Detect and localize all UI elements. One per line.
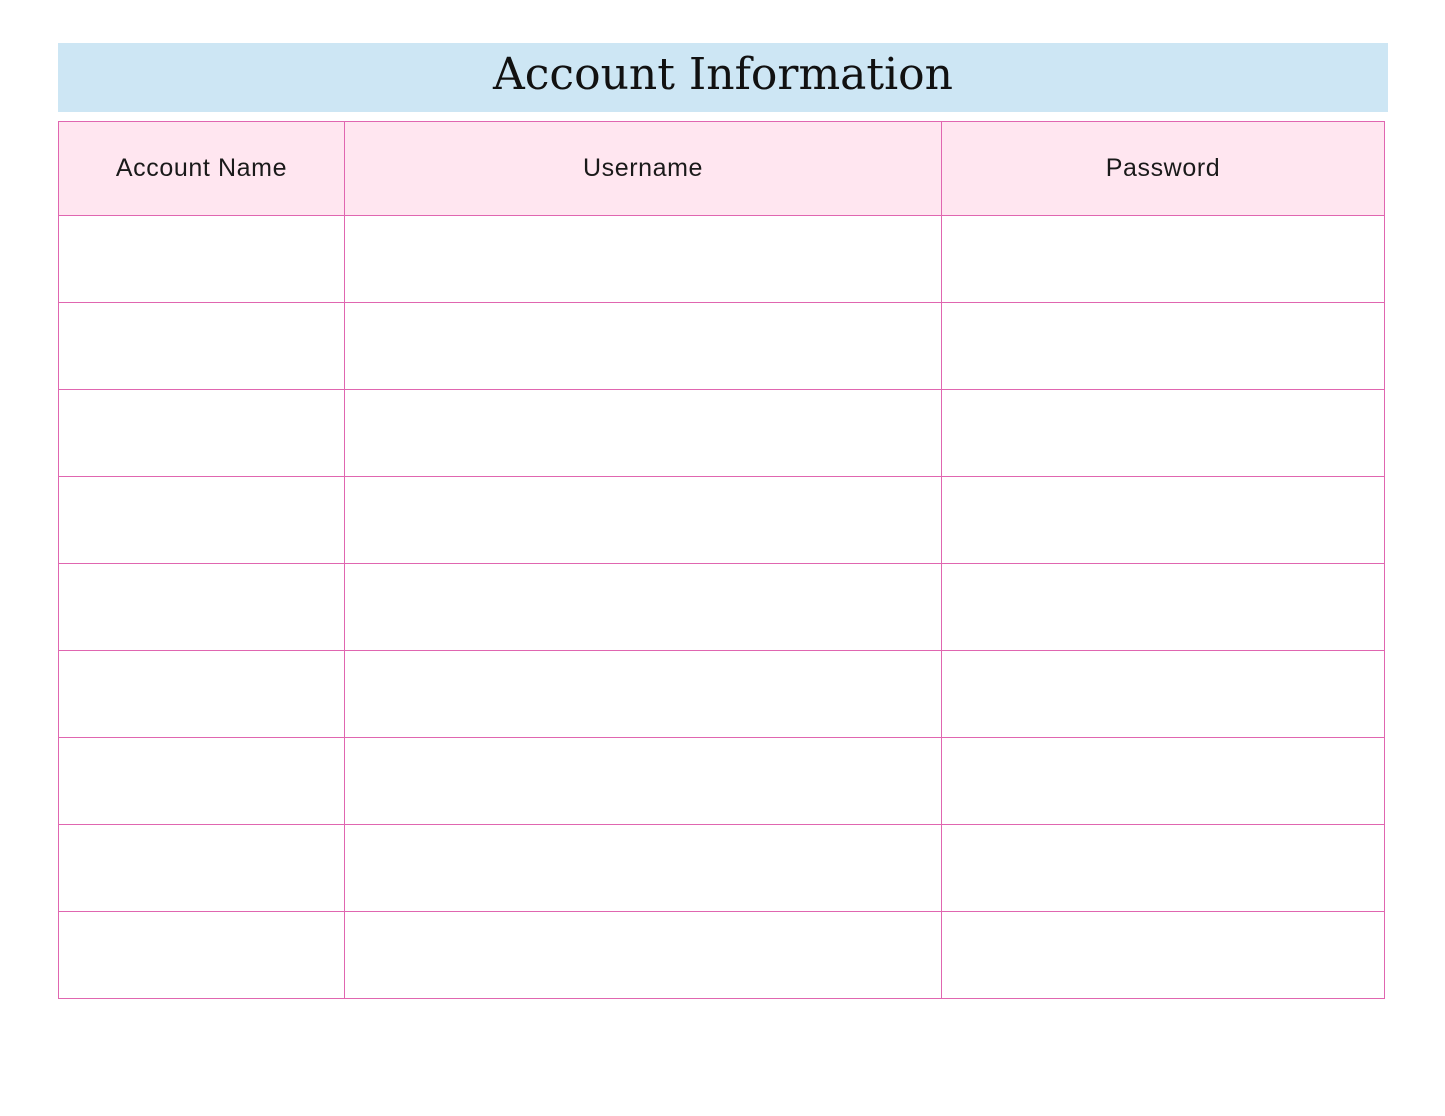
account-name-cell[interactable] [59, 738, 345, 825]
username-cell[interactable] [345, 738, 942, 825]
username-cell[interactable] [345, 216, 942, 303]
account-name-cell[interactable] [59, 564, 345, 651]
account-name-cell[interactable] [59, 390, 345, 477]
account-table [58, 121, 1385, 999]
password-cell[interactable] [942, 216, 1385, 303]
password-cell[interactable] [942, 477, 1385, 564]
password-cell[interactable] [942, 825, 1385, 912]
table-row [59, 390, 1385, 477]
table-header-row [59, 122, 1385, 216]
table-row [59, 825, 1385, 912]
title-banner [58, 43, 1388, 112]
username-cell[interactable] [345, 912, 942, 999]
table-row [59, 216, 1385, 303]
password-cell[interactable] [942, 738, 1385, 825]
password-cell[interactable] [942, 390, 1385, 477]
page-title: Account Information [493, 48, 953, 100]
table-body [59, 216, 1385, 999]
username-cell[interactable] [345, 390, 942, 477]
table-row [59, 477, 1385, 564]
username-cell[interactable] [345, 651, 942, 738]
table-row [59, 651, 1385, 738]
password-cell[interactable] [942, 303, 1385, 390]
username-cell[interactable] [345, 303, 942, 390]
table-row [59, 912, 1385, 999]
header-username: Username [345, 122, 942, 216]
account-name-cell[interactable] [59, 216, 345, 303]
account-name-cell[interactable] [59, 477, 345, 564]
header-password: Password [942, 122, 1385, 216]
account-name-cell[interactable] [59, 825, 345, 912]
table-row [59, 738, 1385, 825]
password-cell[interactable] [942, 912, 1385, 999]
table-row [59, 303, 1385, 390]
header-account-name: Account Name [59, 122, 345, 216]
username-cell[interactable] [345, 477, 942, 564]
password-cell[interactable] [942, 651, 1385, 738]
account-name-cell[interactable] [59, 303, 345, 390]
username-cell[interactable] [345, 564, 942, 651]
username-cell[interactable] [345, 825, 942, 912]
table-row [59, 564, 1385, 651]
account-name-cell[interactable] [59, 912, 345, 999]
account-name-cell[interactable] [59, 651, 345, 738]
password-cell[interactable] [942, 564, 1385, 651]
